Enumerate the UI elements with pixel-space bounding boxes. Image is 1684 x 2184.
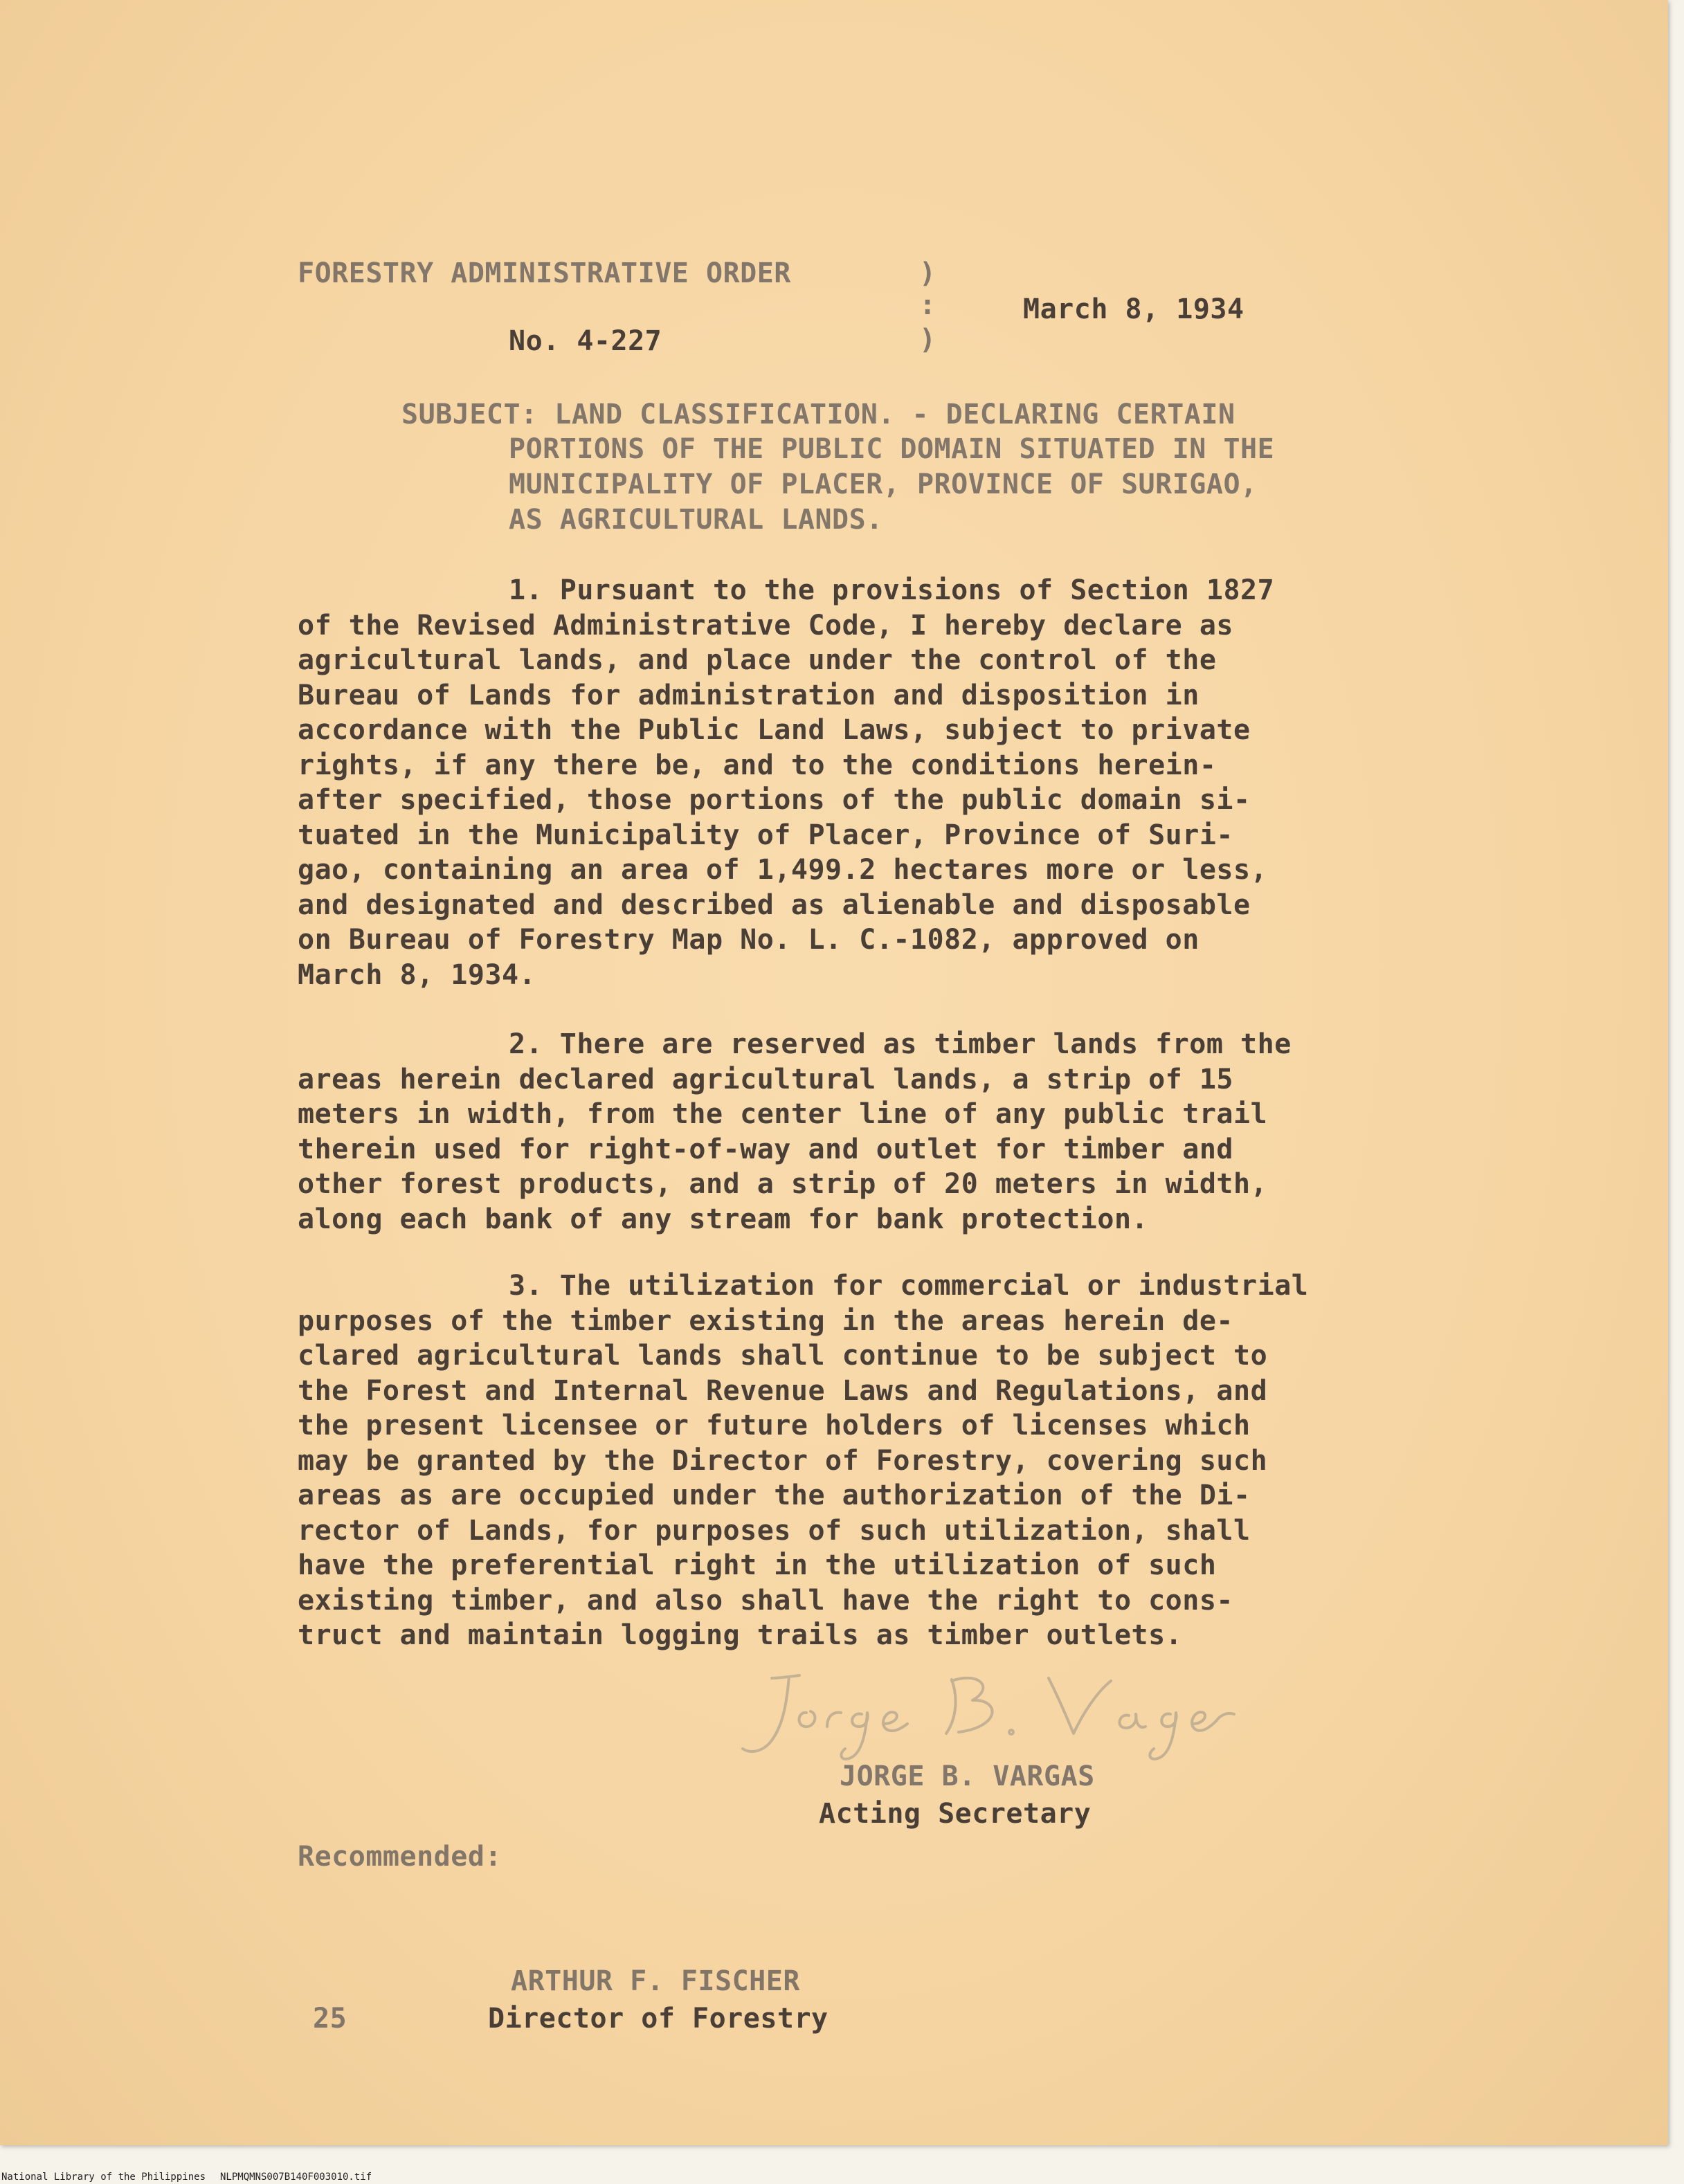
order-number: No. 4-227 — [509, 325, 662, 357]
subject-line: MUNICIPALITY OF PLACER, PROVINCE OF SURIGAO, — [509, 468, 1258, 500]
paragraph-line: purposes of the timber existing in the areas herein de- — [298, 1305, 1234, 1337]
footer-source: National Library of the Philippines — [1, 2172, 206, 2183]
paragraph-line: truct and maintain logging trails as timber outlets. — [298, 1619, 1183, 1651]
paragraph-line: March 8, 1934. — [298, 959, 536, 991]
paragraph-line: 3. The utilization for commercial or industrial — [509, 1270, 1309, 1302]
paragraph-line: gao, containing an area of 1,499.2 hectares more or less, — [298, 854, 1268, 886]
paragraph-line: tuated in the Municipality of Placer, Province of Suri- — [298, 819, 1234, 851]
paragraph-line: accordance with the Public Land Laws, subject to private — [298, 714, 1251, 746]
paragraph-line: meters in width, from the center line of any public trail — [298, 1098, 1268, 1130]
paragraph-line: the present licensee or future holders of licenses which — [298, 1410, 1251, 1441]
subject-line: SUBJECT: LAND CLASSIFICATION. - DECLARING CERTAIN — [401, 399, 1235, 430]
paragraph-line: have the preferential right in the utilization of such — [298, 1549, 1217, 1581]
signatory-title: Acting Secretary — [819, 1798, 1092, 1830]
paragraph-line: clared agricultural lands shall continue to be subject to — [298, 1340, 1268, 1372]
paragraph-line: after specified, those portions of the public domain si- — [298, 784, 1251, 816]
paragraph-line: of the Revised Administrative Code, I hereby declare as — [298, 610, 1234, 641]
order-title: FORESTRY ADMINISTRATIVE ORDER — [298, 257, 791, 289]
paragraph-line: therein used for right-of-way and outlet for timber and — [298, 1134, 1234, 1165]
paragraph-line: 2. There are reserved as timber lands from the — [509, 1028, 1292, 1060]
paragraph-line: existing timber, and also shall have the right to cons- — [298, 1585, 1234, 1617]
signatory-name: JORGE B. VARGAS — [840, 1760, 1095, 1792]
paragraph-line: 1. Pursuant to the provisions of Section 1827 — [509, 574, 1275, 606]
paragraph-line: areas as are occupied under the authorization of the Di- — [298, 1480, 1251, 1511]
paragraph-line: other forest products, and a strip of 20 meters in width, — [298, 1168, 1268, 1200]
paragraph-line: agricultural lands, and place under the control of the — [298, 644, 1217, 676]
subject-line: AS AGRICULTURAL LANDS. — [509, 504, 883, 536]
footer-filename: NLPMQMNS007B140F003010.tif — [220, 2172, 372, 2183]
subject-line: PORTIONS OF THE PUBLIC DOMAIN SITUATED IN THE — [509, 433, 1275, 465]
bracket-mid: : — [919, 289, 936, 321]
recommender-name: ARTHUR F. FISCHER — [511, 1965, 800, 1997]
paragraph-line: Bureau of Lands for administration and disposition in — [298, 680, 1199, 711]
paragraph-line: rights, if any there be, and to the conditions herein- — [298, 749, 1217, 781]
bracket-bottom: ) — [919, 324, 936, 356]
paragraph-line: areas herein declared agricultural lands, a strip of 15 — [298, 1064, 1234, 1095]
paragraph-line: on Bureau of Forestry Map No. L. C.-1082, approved on — [298, 924, 1199, 956]
recommended-label: Recommended: — [298, 1841, 502, 1873]
recommender-title: Director of Forestry — [488, 2003, 829, 2035]
bracket-top: ) — [919, 257, 936, 289]
paragraph-line: may be granted by the Director of Forestry, covering such — [298, 1445, 1268, 1477]
paragraph-line: rector of Lands, for purposes of such utilization, shall — [298, 1515, 1251, 1547]
page-number: 25 — [313, 2003, 347, 2035]
paragraph-line: the Forest and Internal Revenue Laws and Regulations, and — [298, 1375, 1268, 1407]
paragraph-line: along each bank of any stream for bank protection. — [298, 1203, 1149, 1235]
order-date: March 8, 1934 — [1023, 293, 1244, 325]
signature — [723, 1657, 1249, 1768]
paragraph-line: and designated and described as alienable and disposable — [298, 889, 1251, 921]
